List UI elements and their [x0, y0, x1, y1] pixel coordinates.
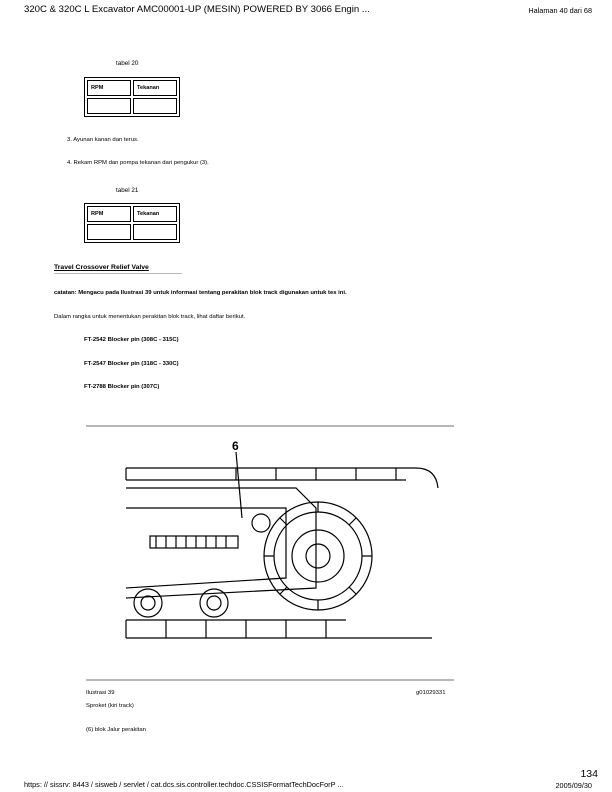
- table-21: [84, 203, 180, 243]
- part-number: FT-2788: [84, 384, 106, 390]
- footer-date: 2005/09/30: [555, 781, 592, 790]
- figure-top-rule: [86, 425, 454, 427]
- table-20-header-rpm: RPM: [87, 80, 131, 96]
- table-21-cell: [87, 224, 131, 240]
- heading-rule: [54, 273, 182, 274]
- figure-bottom-rule: [86, 679, 454, 681]
- page-number: 134: [580, 768, 598, 780]
- note: [54, 290, 347, 296]
- figure-title: Sproket (kiri track): [86, 703, 134, 709]
- table-20: [84, 77, 180, 117]
- part-number: FT-2547: [84, 361, 106, 367]
- part-item: [84, 361, 179, 367]
- note-label: catatan:: [54, 290, 77, 296]
- figure-code: g01029331: [416, 690, 446, 696]
- part-number: FT-2542: [84, 337, 106, 343]
- step-4: 4. Rekam RPM dan pompa tekanan dari pengukur (3).: [67, 160, 209, 166]
- note-text: Mengacu pada Ilustrasi 39 untuk informasi tentang perakitan blok track digunakan untuk tes ini.: [78, 290, 347, 296]
- part-desc: Blocker pin (307C): [107, 384, 160, 390]
- part-item: [84, 337, 179, 343]
- callout-6: 6: [232, 439, 239, 453]
- step-3: 3. Ayunan kanan dan terus.: [67, 137, 139, 143]
- table-20-cell: [133, 98, 177, 114]
- figure-label: Ilustrasi 39: [86, 690, 115, 696]
- part-item: [84, 384, 159, 390]
- part-desc: Blocker pin (308C - 315C): [107, 337, 179, 343]
- sprocket-illustration: [86, 428, 454, 678]
- table-21-cell: [133, 224, 177, 240]
- table-20-caption: tabel 20: [116, 60, 139, 67]
- table-21-header-rpm: RPM: [87, 206, 131, 222]
- footer-url: https: // sissrv: 8443 / sisweb / servlet / cat.dcs.sis.controller.techdoc.CSSISFormatTechDocForP ...: [24, 780, 344, 789]
- intro-text: Dalam rangka untuk menentukan perakitan blok track, lihat daftar berikut.: [54, 314, 246, 320]
- page-indicator: Halaman 40 dari 68: [528, 6, 592, 15]
- document-title: 320C & 320C L Excavator AMC00001-UP (MESIN) POWERED BY 3066 Engin ...: [24, 4, 370, 15]
- table-21-header-tekanan: Tekanan: [133, 206, 177, 222]
- table-20-cell: [87, 98, 131, 114]
- part-desc: Blocker pin (318C - 330C): [107, 361, 179, 367]
- table-20-header-tekanan: Tekanan: [133, 80, 177, 96]
- section-heading: Travel Crossover Relief Valve: [54, 264, 149, 271]
- table-21-caption: tabel 21: [116, 187, 139, 194]
- figure-legend: (6) blok Jalur perakitan: [86, 727, 146, 733]
